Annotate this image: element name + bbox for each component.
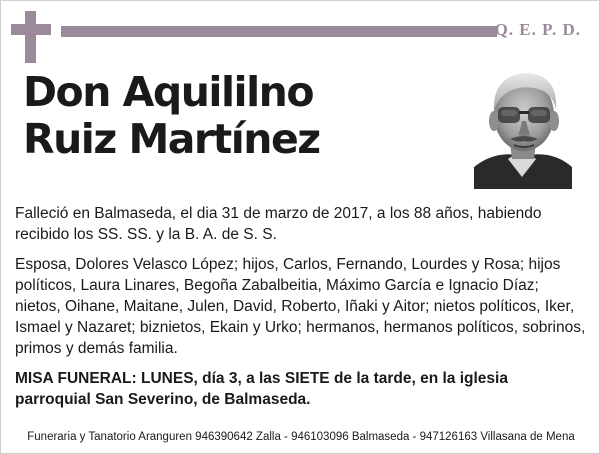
- death-notice: Falleció en Balmaseda, el dia 31 de marzo de 2017, a los 88 años, habiendo recibido los SS. SS. y la B. A. de S. S.: [15, 205, 542, 243]
- portrait-photo: [474, 59, 572, 189]
- deceased-name-line1: Don Aquililno: [23, 68, 314, 116]
- deceased-name: [23, 69, 320, 163]
- qepd-label: Q. E. P. D.: [494, 20, 581, 39]
- family-list: Esposa, Dolores Velasco López; hijos, Carlos, Fernando, Lourdes y Rosa; hijos políticos, Laura Linares, Begoña Zabalbeitia, Máximo García e Ignacio Díaz; nietos, Oihane, Maitane, Julen, David, Roberto, Iñaki y Aitor; nietos políticos, Iker, Ismael y Nazaret; biznietos, Ekain y Urko; hermanos, hermanos políticos, sobrinos, primos y demás familia.: [15, 256, 586, 357]
- deceased-name-line2: Ruiz Martínez: [23, 115, 320, 163]
- header-band: [61, 26, 497, 37]
- funeral-home-footer: Funeraria y Tanatorio Aranguren 946390642 Zalla - 946103096 Balmaseda - 947126163 Villasana de Mena: [27, 431, 575, 443]
- cross-icon: [11, 11, 51, 63]
- funeral-notice: MISA FUNERAL: LUNES, día 3, a las SIETE de la tarde, en la iglesia parroquial San Severino, de Balmaseda.: [15, 370, 508, 408]
